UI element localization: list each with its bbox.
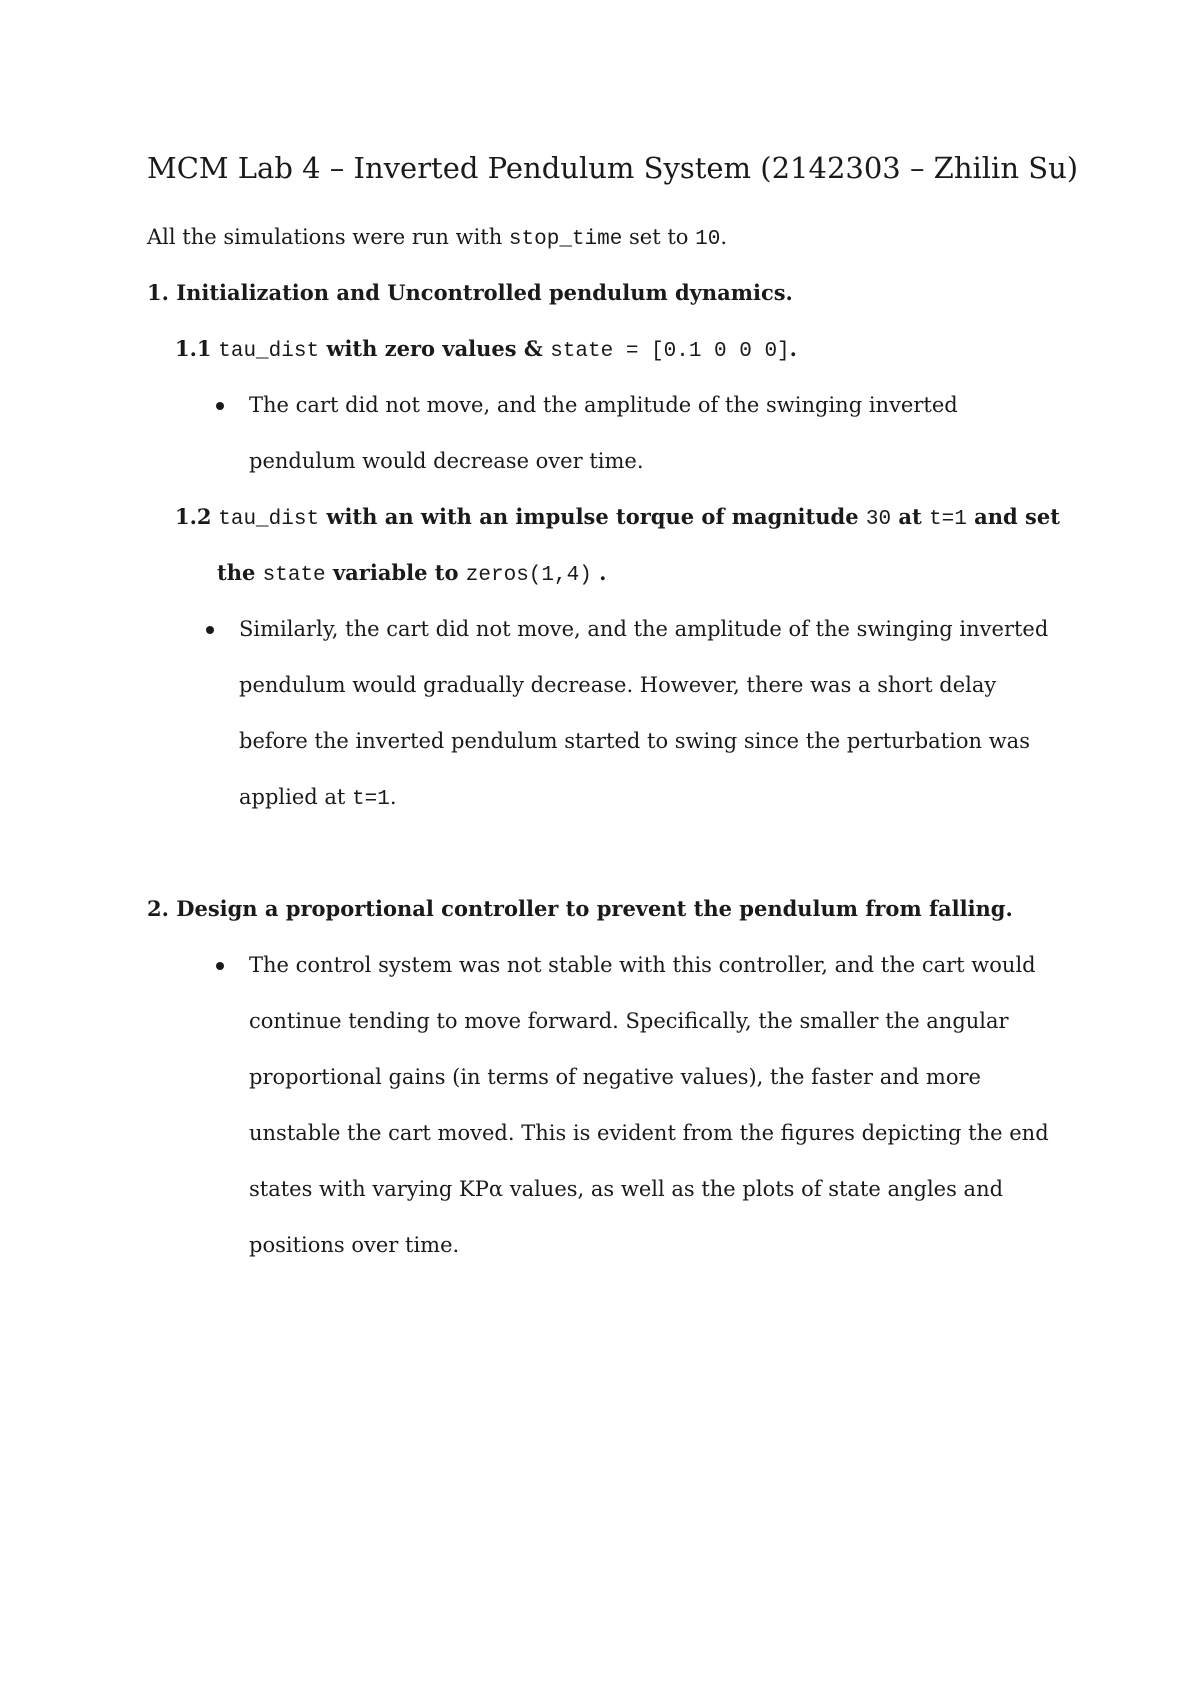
sub2-code1: tau_dist — [218, 508, 320, 531]
section2-bullet-line: The control system was not stable with this controller, and the cart would — [249, 953, 1036, 977]
section2-bullet-line: positions over time. — [249, 1233, 460, 1257]
section1-number: 1. — [147, 280, 169, 305]
subsection-1-2 — [175, 503, 1060, 534]
sub2-line2-text2: variable to — [325, 560, 466, 585]
sub2-text1: with an with an impulse torque of magnitude — [319, 504, 866, 529]
section1-heading-line — [147, 279, 793, 307]
intro-middle: set to — [622, 225, 696, 249]
intro-prefix: All the simulations were run with — [147, 225, 509, 249]
sub2-bullet-line: before the inverted pendulum started to swing since the perturbation was — [239, 729, 1030, 753]
sub1-code2: state = [0.1 0 0 0] — [550, 340, 790, 363]
intro-value: 10 — [695, 228, 721, 251]
sub2-last-code: t=1 — [352, 788, 390, 811]
sub2-bullet-line: pendulum would gradually decrease. However, there was a short delay — [239, 673, 997, 697]
bullet-icon — [206, 626, 214, 634]
subsection-1-2-line2 — [217, 559, 606, 590]
sub2-text3: and set — [966, 504, 1060, 529]
document-title: MCM Lab 4 – Inverted Pendulum System (2142303 – Zhilin Su) — [147, 151, 1079, 185]
section2-bullet-line: unstable the cart moved. This is evident from the figures depicting the end — [249, 1121, 1049, 1145]
sub2-line2-text1: the — [217, 560, 263, 585]
sub2-last-suffix: . — [389, 785, 397, 809]
intro-suffix: . — [720, 225, 728, 249]
section2-number: 2. — [147, 896, 169, 921]
subsection-1-1 — [175, 335, 797, 366]
sub1-code1: tau_dist — [218, 340, 320, 363]
sub2-line2-code1: state — [262, 564, 326, 587]
sub2-code3: t=1 — [929, 508, 967, 531]
intro-line — [147, 223, 727, 254]
sub1-bullet-line: pendulum would decrease over time. — [249, 449, 644, 473]
sub1-bullet-line: The cart did not move, and the amplitude of the swinging inverted — [249, 393, 958, 417]
sub2-bullet-last-line — [239, 783, 397, 814]
bullet-icon — [216, 402, 224, 410]
section2-bullet-line: continue tending to move forward. Specifically, the smaller the angular — [249, 1009, 1009, 1033]
bullet-icon — [216, 962, 224, 970]
sub1-suffix: . — [789, 336, 797, 361]
sub2-line2-suffix: . — [591, 560, 607, 585]
section2-bullet-line: proportional gains (in terms of negative values), the faster and more — [249, 1065, 981, 1089]
sub2-bullet-line: Similarly, the cart did not move, and the amplitude of the swinging inverted — [239, 617, 1049, 641]
sub1-number: 1.1 — [175, 336, 212, 361]
sub2-code2: 30 — [865, 508, 892, 531]
sub2-last-prefix: applied at — [239, 785, 353, 809]
section2-heading-line — [147, 895, 1013, 923]
intro-code: stop_time — [508, 228, 623, 251]
section2-bullet-line: states with varying KPα values, as well as the plots of state angles and — [249, 1177, 1004, 1201]
sub2-number: 1.2 — [175, 504, 212, 529]
sub2-line2-code2: zeros(1,4) — [465, 564, 592, 587]
section1-heading: Initialization and Uncontrolled pendulum dynamics. — [176, 280, 793, 305]
sub2-text2: at — [891, 504, 930, 529]
section2-heading: Design a proportional controller to prevent the pendulum from falling. — [176, 896, 1013, 921]
sub1-text1: with zero values & — [319, 336, 551, 361]
